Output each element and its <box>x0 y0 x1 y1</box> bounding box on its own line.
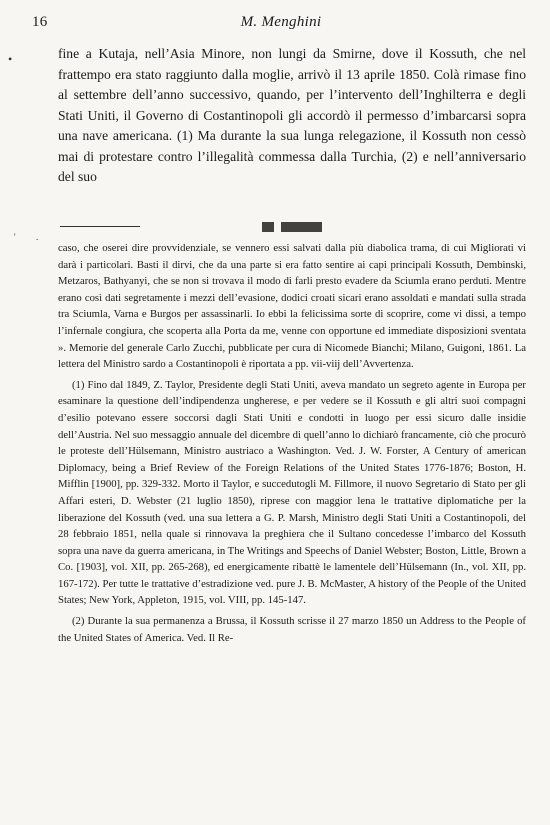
ink-smudge <box>262 222 322 232</box>
main-text <box>58 44 526 188</box>
page-number: 16 <box>32 14 48 30</box>
note-continuation: caso, che oserei dire provvidenziale, se vennero essi salvati dalla più diabolica trama, di cui Migliorati vi darà i particolari. Basti il dirvi, che da una parte si era fatto sentire ai capi principali Kossuth, Dembinski, Metzaros, Bathyanyi, che se non si trovava il modo di farli presto evadere da Sciumla erano perduti. Mentre erano così dati segretamente i mezzi dell’evasione, dodici croati sicari erano assoldati e mandati sulla strada tra Sciumla, Varna e Burgos per assassinarli. Io ebbi la felicissima sorte di scoprire, come vi dissi, a tempo l’infernale congiura, che scoperta alla Porta da me, venne con opportune ed immediate disposizioni sventata ». Memorie del generale Carlo Zucchi, pubblicate per cura di Nicomede Bianchi; Milano, Guigoni, 1861. La lettera del Ministro sardo a Costantinopoli è riportata a pp. vii-viij dell’Avvertenza. <box>58 242 526 371</box>
main-paragraph: fine a Kutaja, nell’Asia Minore, non lungi da Smirne, dove il Kossuth, che nel frattempo era stato raggiunto dalla moglie, arrivò il 13 aprile 1850. Colà rimase fino al settembre dell’anno successivo, quando, per l’intervento dell’Inghilterra e degli Stati Uniti, il Governo di Costantinopoli gli accordò il permesso d’imbarcarsi sopra una nave americana. (1) Ma durante la sua lunga relegazione, il Kossuth non cessò mai di protestare contro l’illegalità commessa dalla Turchia, (2) e nell’anniversario del suo <box>58 46 526 184</box>
margin-mark: . <box>36 232 39 242</box>
footnotes <box>58 240 526 646</box>
page-header <box>32 14 530 38</box>
margin-mark: ' <box>14 232 16 242</box>
footnote-1: (1) Fino dal 1849, Z. Taylor, Presidente degli Stati Uniti, aveva mandato un segreto agente in Europa per esaminare la questione dell’indipendenza ungherese, e per vedere se il Kossuth e gli altri suoi compagni d’esilio potevano essere soccorsi dagli Stati Uniti e condotti in luogo per essi sicuro dalle insidie dell’Austria. Nel suo messaggio annuale del dicembre di quell’anno lo dichiarò francamente, ciò che procurò le proteste dell’Hülsemann, Ministro austriaco a Washington. Ved. J. W. Forster, A Century of american Diplomacy, being a Brief Review of the Foreign Relations of the United States 1776-1876; Boston, H. Mifflin [1900], pp. 329-332. Morto il Taylor, e succedutogli M. Fillmore, il nuovo Segretario di Stato per gli Affari esteri, D. Webster (21 luglio 1850), riprese con maggior lena le trattative diplomatiche per la liberazione del Kossuth (ved. una sua lettera a G. P. Marsh, Ministro degli Stati Uniti a Costantinopoli, del 28 febbraio 1851, nella quale si rinnovava la preghiera che il Sultano concedesse l’imbarco del Kossuth sopra una nave da guerra americana, in The Writings and Speechs of Daniel Webster; Boston, Little, Brown a Co. [1903], vol. XII, pp. 265-268), ed energicamente ribattè le lamentele dell’Hülsemann (In., vol. XII, pp. 167-172). Per tutte le trattative d’estradizione ved. pure J. B. McMaster, A history of the People of the United States; New York, Appleton, 1915, vol. VIII, pp. 145-147. <box>58 378 526 607</box>
margin-mark: • <box>8 52 13 66</box>
footnote-2: (2) Durante la sua permanenza a Brussa, il Kossuth scrisse il 27 marzo 1850 un Address to the People of the United States of America. Ved. Il Re- <box>58 615 526 644</box>
footnote-rule <box>60 226 140 227</box>
running-head: M. Menghini <box>240 14 322 30</box>
